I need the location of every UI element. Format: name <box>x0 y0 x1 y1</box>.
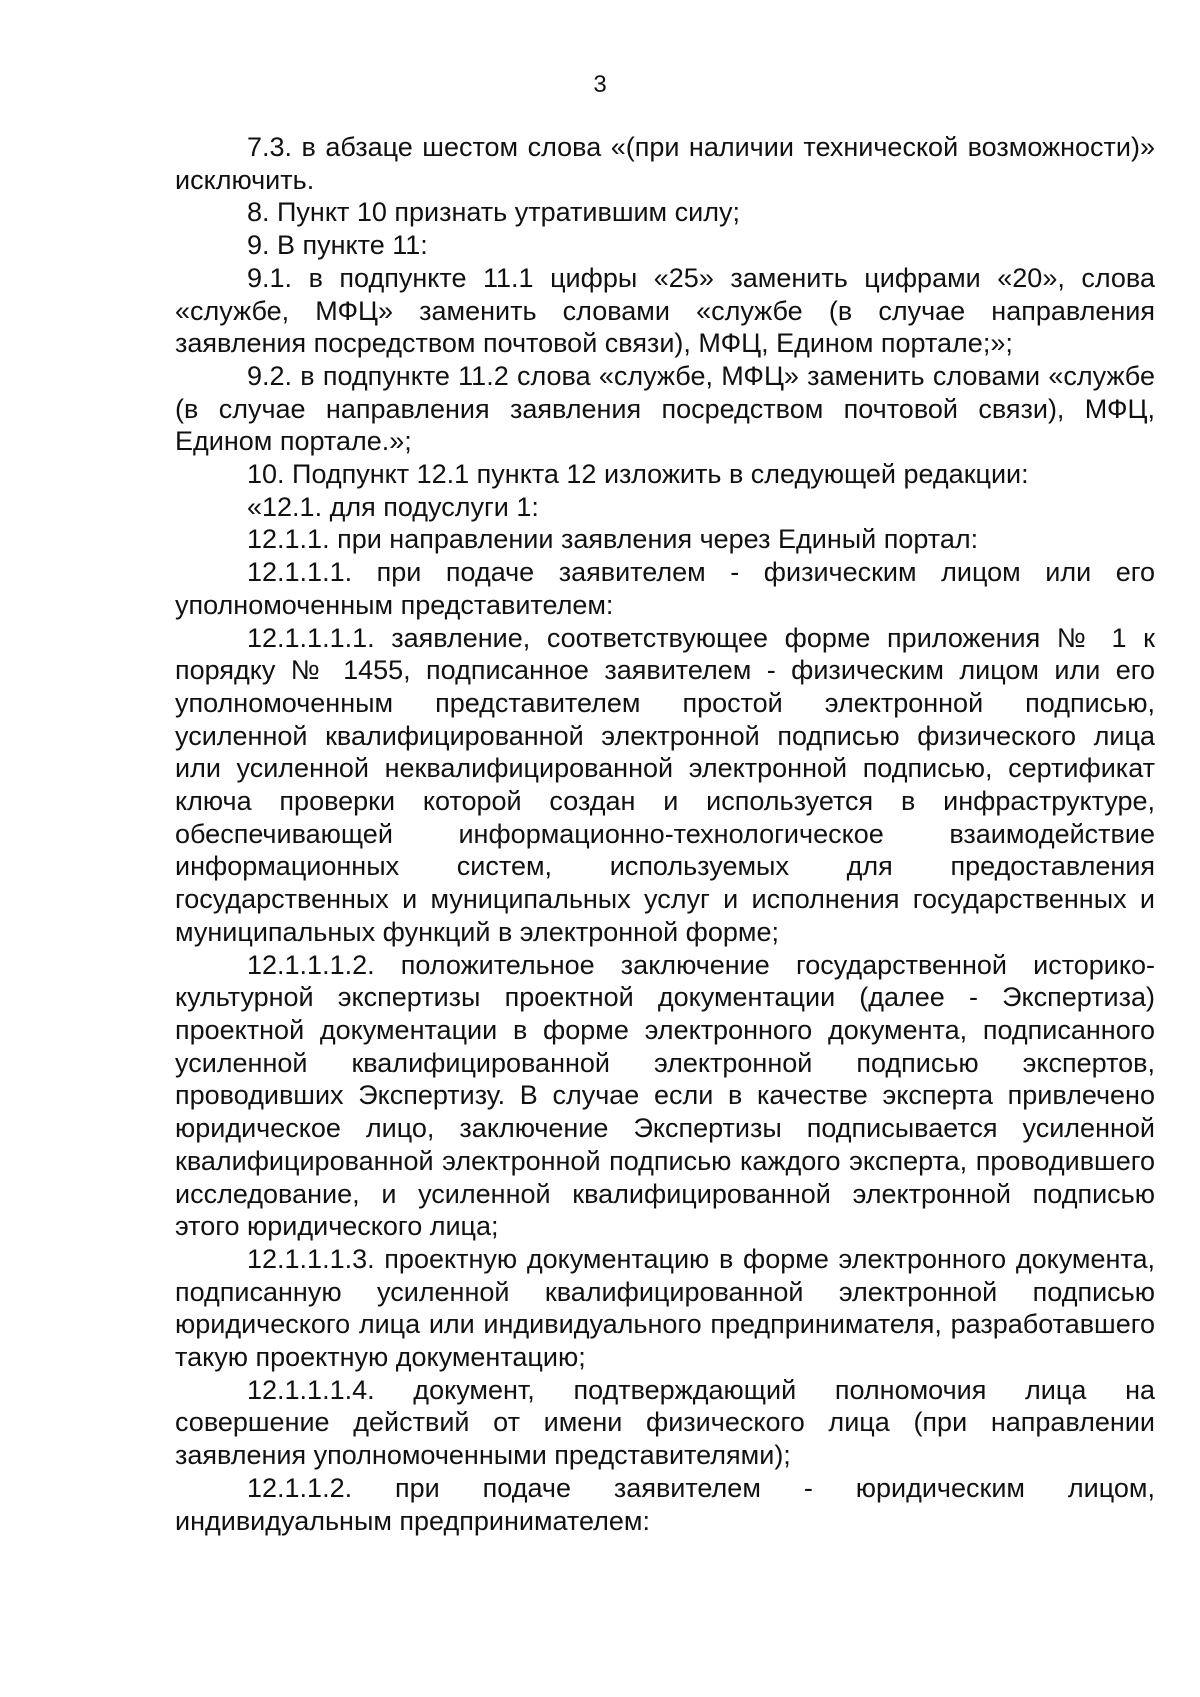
paragraph-12-1-1-1-1: 12.1.1.1.1. заявление, соответствующее форме приложения № 1 к порядку № 1455, подписанное заявителем - физическим лицом или его уполномоченным представителем простой электронной подписью, усиленной квалифицированной электронной подписью физического лица или усиленной неквалифицированной электронной подписью, сертификат ключа проверки которой создан и используется в инфраструктуре, обеспечивающей информационно-технологическое взаимодействие информационных систем, используемых для предоставления государственных и муниципальных услуг и исполнения государственных и муниципальных функций в электронной форме; <box>175 622 1155 947</box>
document-body <box>175 131 1155 1537</box>
paragraph-10: 10. Подпункт 12.1 пункта 12 изложить в следующей редакции: <box>247 459 1029 490</box>
paragraph-12-1: «12.1. для подуслуги 1: <box>247 491 539 522</box>
paragraph-9-1: 9.1. в подпункте 11.1 цифры «25» заменить цифрами «20», слова «службе, МФЦ» заменить словами «службе (в случае направления заявления посредством почтовой связи), МФЦ, Едином портале;»; <box>175 262 1155 359</box>
paragraph-12-1-1-1: 12.1.1.1. при подаче заявителем - физическим лицом или его уполномоченным представителем: <box>175 557 1155 620</box>
paragraph-7-3: 7.3. в абзаце шестом слова «(при наличии технической возможности)» исключить. <box>175 132 1155 195</box>
paragraph-12-1-1-1-2: 12.1.1.1.2. положительное заключение государственной историко-культурной экспертизы проектной документации (далее - Экспертиза) проектной документации в форме электронного документа, подписанного усиленной квалифицированной электронной подписью экспертов, проводивших Экспертизу. В случае если в качестве эксперта привлечено юридическое лицо, заключение Экспертизы подписывается усиленной квалифицированной электронной подписью каждого эксперта, проводившего исследование, и усиленной квалифицированной электронной подписью этого юридического лица; <box>175 949 1155 1242</box>
paragraph-12-1-1-1-3: 12.1.1.1.3. проектную документацию в форме электронного документа, подписанную усиленной квалифицированной электронной подписью юридического лица или индивидуального предпринимателя, разработавшего такую проектную документацию; <box>175 1243 1155 1373</box>
paragraph-8: 8. Пункт 10 признать утратившим силу; <box>247 197 740 228</box>
page-number: 3 <box>593 71 607 98</box>
paragraph-12-1-1-2: 12.1.1.2. при подаче заявителем - юридическим лицом, индивидуальным предпринимателем: <box>175 1472 1155 1536</box>
paragraph-9-2: 9.2. в подпункте 11.2 слова «службе, МФЦ» заменить словами «службе (в случае направления заявления посредством почтовой связи), МФЦ, Едином портале.»; <box>175 360 1155 457</box>
paragraph-12-1-1: 12.1.1. при направлении заявления через Единый портал: <box>247 524 979 555</box>
paragraph-9: 9. В пункте 11: <box>247 230 428 261</box>
paragraph-12-1-1-1-4: 12.1.1.1.4. документ, подтверждающий полномочия лица на совершение действий от имени физического лица (при направлении заявления уполномоченными представителями); <box>175 1374 1155 1471</box>
